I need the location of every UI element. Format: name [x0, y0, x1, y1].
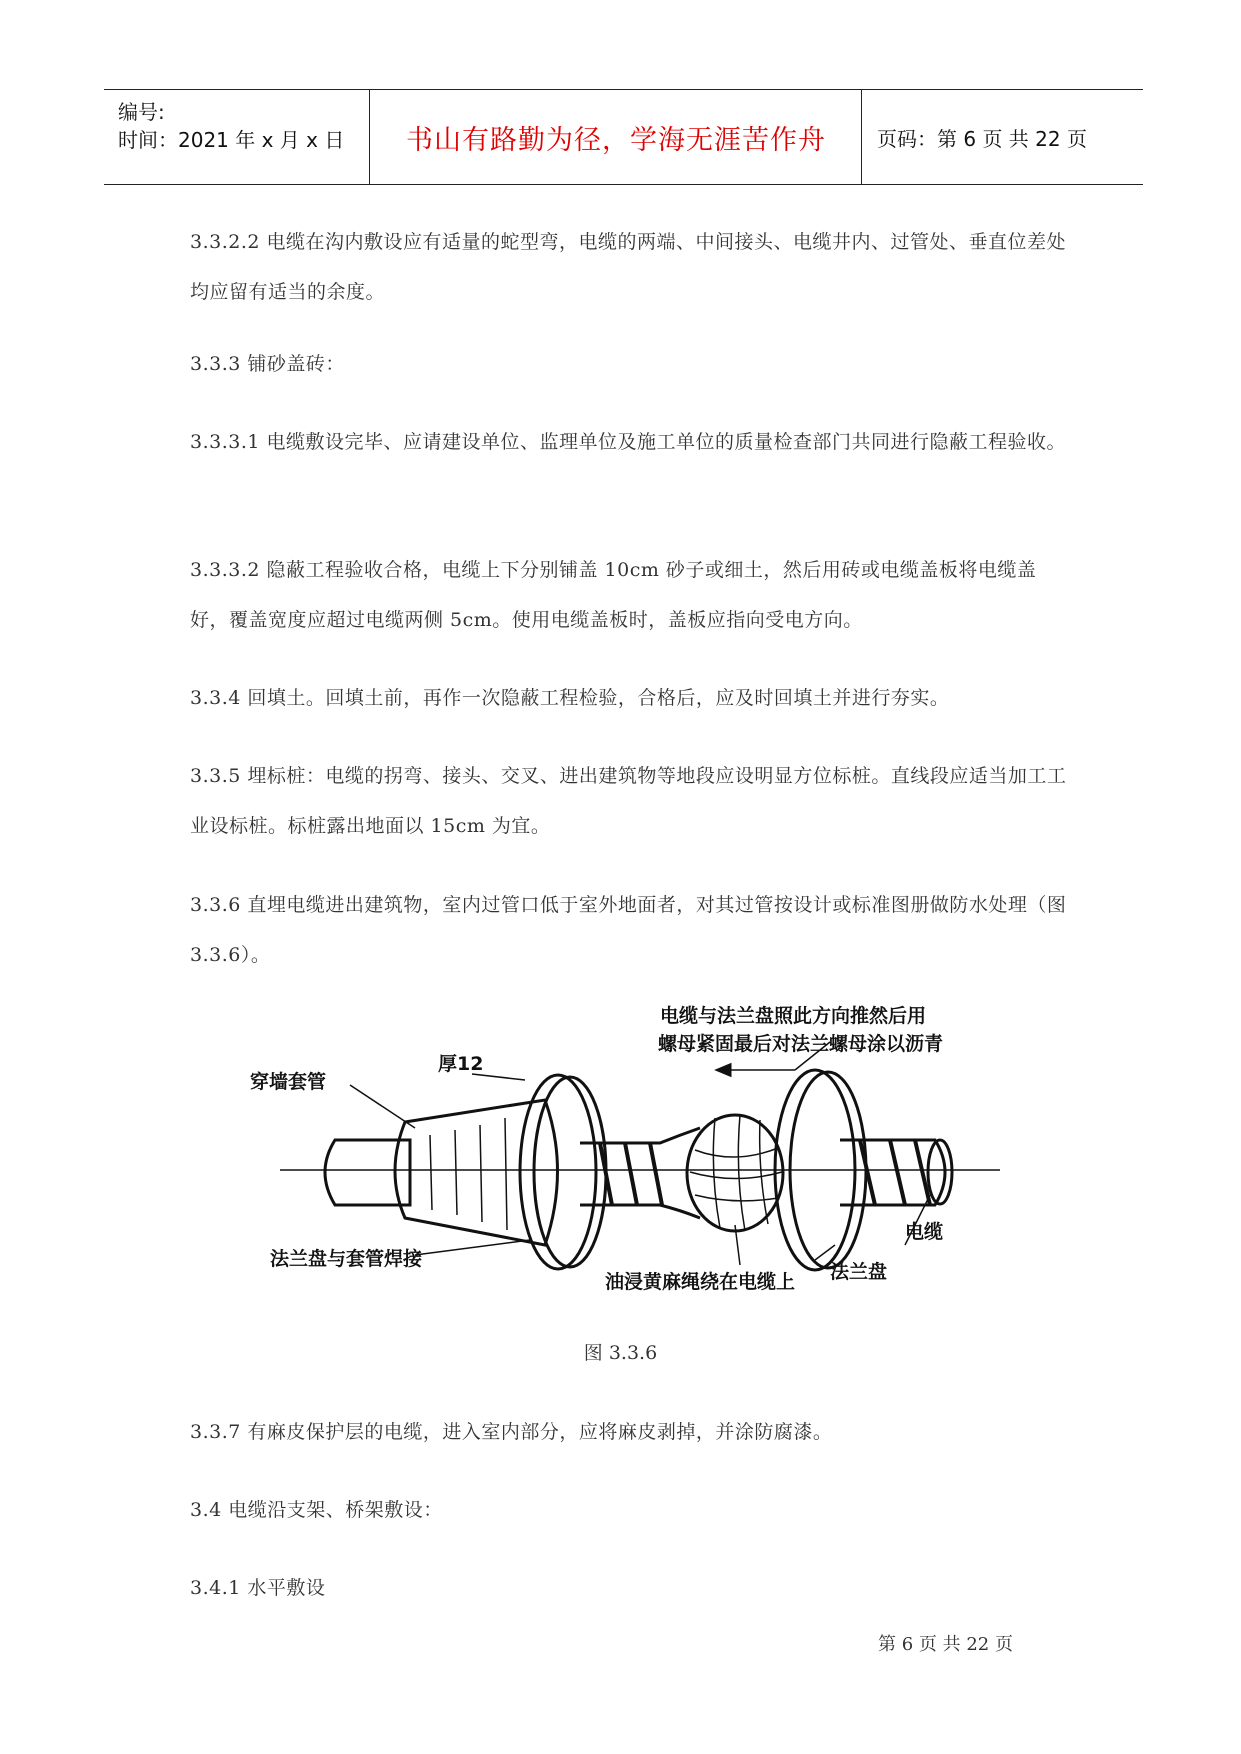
label-push-note-1: 电缆与法兰盘照此方向推然后用 — [660, 1005, 927, 1027]
page-footer: 第 6 页 共 22 页 — [878, 1634, 1013, 1655]
header-page-cell — [863, 90, 1143, 184]
label-wall-sleeve: 穿墙套管 — [250, 1071, 327, 1093]
header-page-info: 页码：第 6 页 共 22 页 — [877, 126, 1087, 151]
paragraph-3-3-3: 3.3.3 铺砂盖砖： — [190, 353, 345, 375]
label-thickness: 厚12 — [438, 1053, 484, 1075]
jute-rope-wrap — [687, 1115, 783, 1231]
label-jute-rope: 油浸黄麻绳绕在电缆上 — [605, 1271, 796, 1293]
label-push-note-2: 螺母紧固最后对法兰螺母涂以沥青 — [658, 1033, 944, 1055]
figure-caption: 图 3.3.6 — [583, 1342, 658, 1364]
motto-text: 书山有路勤为径，学海无涯苦作舟 — [406, 124, 826, 156]
label-cable: 电缆 — [905, 1221, 944, 1243]
paragraph-3-3-3-2: 3.3.3.2 隐蔽工程验收合格，电缆上下分别铺盖 10cm 砂子或细土，然后用砖或电缆盖板将电缆盖好，覆盖宽度应超过电缆两侧 5cm。使用电缆盖板时，盖板应指向受电方向。 — [190, 559, 1037, 631]
paragraph-3-3-7: 3.3.7 有麻皮保护层的电缆，进入室内部分，应将麻皮剥掉，并涂防腐漆。 — [190, 1421, 833, 1443]
paragraph-3-4: 3.4 电缆沿支架、桥架敷设： — [190, 1499, 443, 1521]
number-label: 编号: — [118, 100, 165, 124]
label-flange-weld: 法兰盘与套管焊接 — [270, 1248, 423, 1270]
time-label: 时间：2021 年 x 月 x 日 — [118, 128, 345, 152]
cable-middle — [580, 1128, 700, 1218]
paragraph-3-3-5: 3.3.5 埋标桩：电缆的拐弯、接头、交叉、进出建筑物等地段应设明显方位标桩。直线段应适当加工工业设标桩。标桩露出地面以 15cm 为宜。 — [190, 765, 1067, 837]
header-meta-cell — [104, 90, 370, 184]
label-flange: 法兰盘 — [830, 1261, 888, 1283]
paragraph-3-3-4: 3.3.4 回填土。回填土前，再作一次隐蔽工程检验，合格后，应及时回填土并进行夯实。 — [190, 687, 950, 709]
header-motto-cell — [371, 90, 862, 184]
paragraph-3-4-1: 3.4.1 水平敷设 — [190, 1577, 326, 1599]
paragraph-3-3-3-1: 3.3.3.1 电缆敷设完毕、应请建设单位、监理单位及施工单位的质量检查部门共同进行隐蔽工程验收。 — [190, 431, 1067, 453]
page-header — [104, 89, 1143, 185]
cable-sleeve-diagram — [240, 1000, 1030, 1300]
paragraph-3-3-2-2: 3.3.2.2 电缆在沟内敷设应有适量的蛇型弯，电缆的两端、中间接头、电缆井内、过管处、垂直位差处均应留有适当的余度。 — [190, 231, 1067, 303]
paragraph-3-3-6: 3.3.6 直埋电缆进出建筑物，室内过管口低于室外地面者，对其过管按设计或标准图册做防水处理（图 3.3.6）。 — [190, 894, 1067, 966]
